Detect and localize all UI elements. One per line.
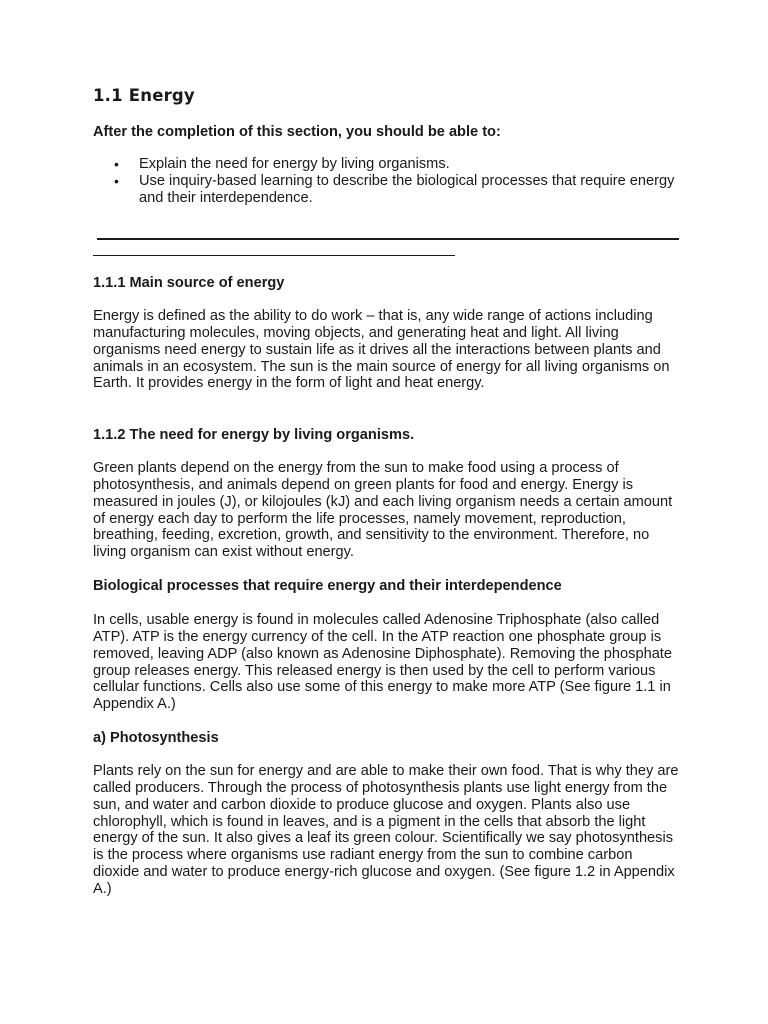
objectives-list: [93, 156, 679, 207]
section-paragraph: Plants rely on the sun for energy and are able to make their own food. That is why they are called producers. Through the process of photosynthesis plants use light energy from the sun, and water and carbon dioxide to produce glucose and oxygen. Plants also use chlorophyll, which is found in leaves, and is a pigment in the cells that absorb the light energy of the sun. It also gives a leaf its green colour. Scientifically we say photosynthesis is the process where organisms use radiant energy from the sun to combine carbon dioxide and water to produce energy-rich glucose and oxygen. (See figure 1.2 in Appendix A.): [93, 763, 679, 897]
bullet-icon: •: [114, 173, 119, 189]
section-heading: 1.1.1 Main source of energy: [93, 275, 285, 291]
divider-line: [93, 255, 455, 256]
page-title: 1.1 Energy: [93, 86, 195, 105]
objective-text: Use inquiry-based learning to describe the biological processes that require energy and their interdependence.: [139, 173, 675, 206]
section-paragraph: In cells, usable energy is found in molecules called Adenosine Triphosphate (also called ATP). ATP is the energy currency of the cell. In the ATP reaction one phosphate group is removed, leaving ADP (also known as Adenosine Diphosphate). Removing the phosphate group releases energy. This released energy is then used by the cell to perform various cellular functions. Cells also use some of this energy to make more ATP (See figure 1.1 in Appendix A.): [93, 612, 672, 713]
list-item: [93, 173, 679, 207]
section-heading: Biological processes that require energy and their interdependence: [93, 578, 562, 594]
objective-text: Explain the need for energy by living organisms.: [139, 156, 450, 172]
section-heading: a) Photosynthesis: [93, 730, 219, 746]
bullet-icon: •: [114, 156, 119, 172]
learning-outcomes-intro: After the completion of this section, you should be able to:: [93, 124, 501, 140]
section-heading: 1.1.2 The need for energy by living organisms.: [93, 427, 415, 443]
divider-line: [97, 238, 679, 240]
list-item: [93, 156, 679, 173]
section-paragraph: Green plants depend on the energy from the sun to make food using a process of photosynthesis, and animals depend on green plants for food and energy. Energy is measured in joules (J), or kilojoules (kJ) and each living organism needs a certain amount of energy each day to perform the life processes, namely movement, reproduction, breathing, feeding, excretion, growth, and sensitivity to the environment. Therefore, no living organism can exist without energy.: [93, 460, 673, 561]
section-paragraph: Energy is defined as the ability to do work – that is, any wide range of actions including manufacturing molecules, moving objects, and generating heat and light. All living organisms need energy to sustain life as it drives all the interactions between plants and animals in an ecosystem. The sun is the main source of energy for all living organisms on Earth. It provides energy in the form of light and heat energy.: [93, 308, 670, 392]
